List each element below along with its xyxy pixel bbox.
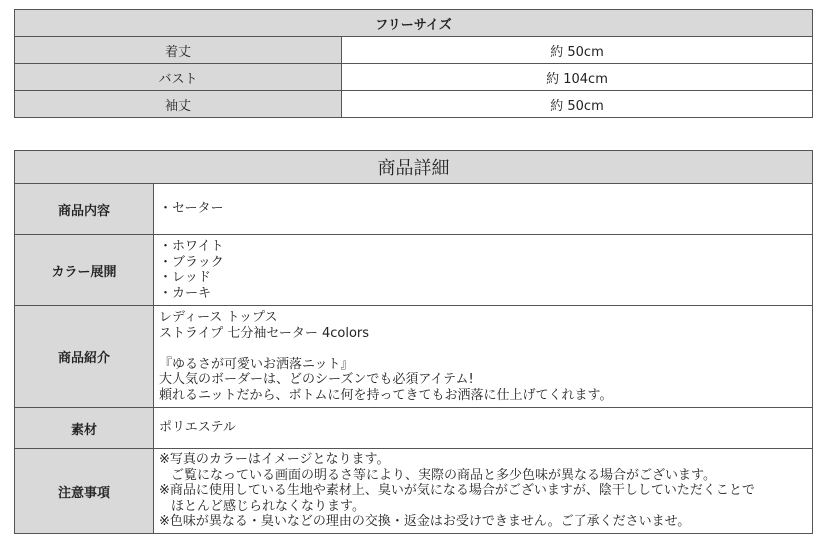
detail-value-contents: [154, 184, 813, 235]
color-option-khaki: ・カーキ: [159, 285, 212, 301]
material-line: ポリエステル: [159, 420, 236, 436]
detail-value-colors: [154, 235, 813, 306]
detail-label-introduction: 商品紹介: [15, 306, 154, 408]
intro-line: 頼れるニットだから、ボトムに何を持ってきてもお洒落に仕上げてくれます。: [159, 387, 613, 403]
table-row: [15, 449, 813, 534]
table-row: [15, 306, 813, 408]
size-label-length: 着丈: [15, 37, 342, 64]
size-value-sleeve: 約 50cm: [342, 91, 813, 118]
size-table-header: フリーサイズ: [15, 10, 813, 37]
intro-line: 大人気のボーダーは、どのシーズンでも必須アイテム!: [159, 372, 474, 387]
table-row: [15, 37, 813, 64]
table-row: [15, 235, 813, 306]
detail-value-material: [154, 408, 813, 449]
size-label-bust: バスト: [15, 64, 342, 91]
table-row: [15, 64, 813, 91]
detail-title-row: [15, 151, 813, 184]
color-option-white: ・ホワイト: [159, 239, 224, 254]
detail-value-introduction: [154, 306, 813, 408]
table-row: [15, 408, 813, 449]
detail-label-material: 素材: [15, 408, 154, 449]
size-table: [14, 9, 813, 118]
intro-line-blank: [159, 341, 812, 357]
table-row: [15, 184, 813, 235]
detail-table-title: 商品詳細: [15, 151, 813, 184]
intro-line: レディース トップス: [159, 310, 278, 325]
intro-line: 『ゆるさが可愛いお洒落ニット』: [159, 356, 354, 372]
note-line: ※商品に使用している生地や素材上、臭いが気になる場合がございますが、陰干ししていただくことで: [159, 483, 755, 499]
detail-label-contents: 商品内容: [15, 184, 154, 235]
size-header-row: [15, 10, 813, 37]
size-value-bust: 約 104cm: [342, 64, 813, 91]
intro-line: ストライプ 七分袖セーター 4colors: [159, 325, 370, 341]
size-value-length: 約 50cm: [342, 37, 813, 64]
detail-label-notes: 注意事項: [15, 449, 154, 534]
detail-table: [14, 150, 813, 534]
note-line: ご覧になっている画面の明るさ等により、実際の商品と多少色味が異なる場合がございます。: [171, 467, 716, 483]
note-line: ほとんど感じられなくなります。: [171, 498, 365, 514]
detail-label-colors: カラー展開: [15, 235, 154, 306]
color-option-red: ・レッド: [159, 270, 211, 285]
detail-value-notes: [154, 449, 813, 534]
note-line: ※色味が異なる・臭いなどの理由の交換・返金はお受けできません。ご了承くださいませ。: [159, 514, 691, 530]
table-row: [15, 91, 813, 118]
detail-line: ・セーター: [159, 201, 224, 217]
size-label-sleeve: 袖丈: [15, 91, 342, 118]
color-option-black: ・ブラック: [159, 254, 224, 270]
note-line: ※写真のカラーはイメージとなります。: [159, 452, 390, 468]
